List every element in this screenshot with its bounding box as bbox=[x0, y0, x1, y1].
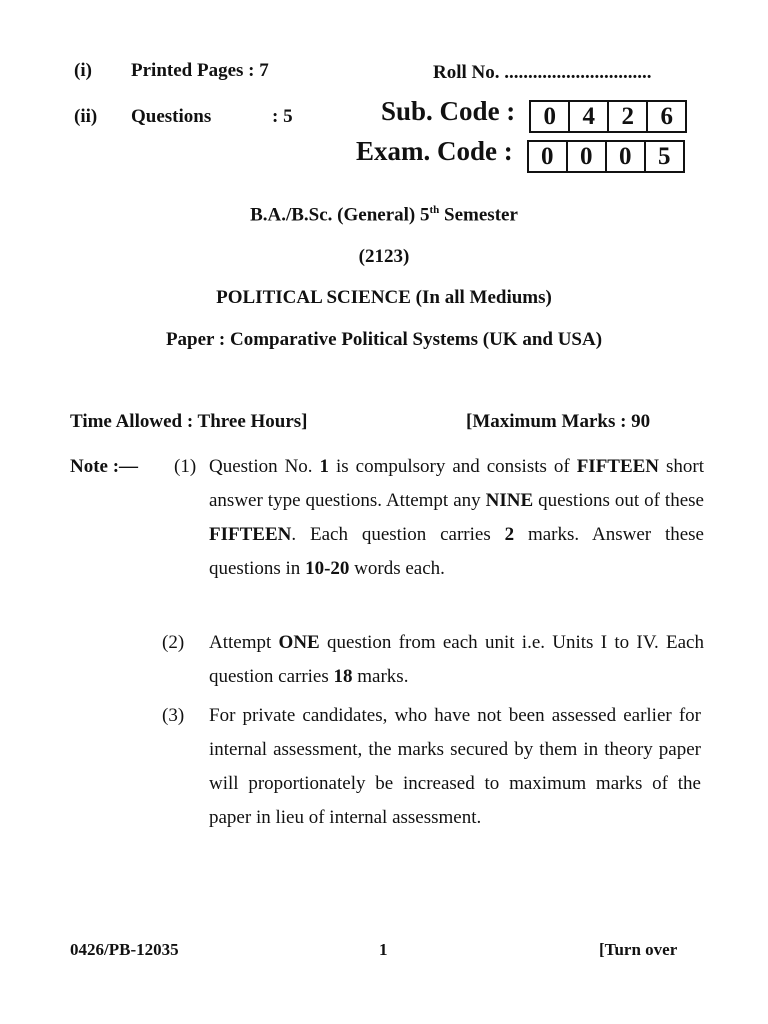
paper-title: Paper : Comparative Political Systems (UK and USA) bbox=[165, 329, 603, 350]
exam-code-boxes bbox=[527, 140, 685, 173]
note-bold: 1 bbox=[319, 456, 330, 477]
note-bold: FIFTEEN bbox=[209, 524, 292, 545]
note-text: marks. bbox=[352, 666, 409, 687]
subject-title: POLITICAL SCIENCE (In all Mediums) bbox=[216, 287, 552, 308]
note-item-1-num: (1) bbox=[174, 456, 197, 477]
exam-code-label: Exam. Code : bbox=[356, 136, 513, 166]
note-item-1 bbox=[209, 450, 704, 586]
note-bold: NINE bbox=[485, 490, 534, 511]
exam-code-digit: 5 bbox=[644, 142, 683, 171]
exam-code-digit: 0 bbox=[605, 142, 644, 171]
questions-label: Questions bbox=[131, 106, 212, 127]
note-text: questions out of these bbox=[533, 490, 704, 511]
note-item-3: For private candidates, who have not been assessed earlier for internal assessment, the marks secured by them in theory paper will proportionately be increased to maximum marks of the paper in lieu of internal assessment. bbox=[209, 705, 701, 828]
note-bold: 10-20 bbox=[305, 558, 350, 579]
page-number: 1 bbox=[379, 940, 388, 959]
sub-code-digit: 2 bbox=[607, 102, 646, 131]
time-allowed: Time Allowed : Three Hours] bbox=[70, 411, 308, 432]
course-sup: th bbox=[429, 204, 440, 216]
exam-code-digit: 0 bbox=[541, 142, 554, 170]
note-bold: ONE bbox=[278, 632, 320, 653]
course-title bbox=[0, 204, 768, 226]
note-bold: FIFTEEN bbox=[576, 456, 660, 477]
note-text: marks. Answer these questions in bbox=[209, 524, 704, 579]
note-text: question from each unit i.e. Units I to IV. Each question carries bbox=[209, 632, 704, 687]
note-text: Question No. bbox=[209, 456, 320, 477]
sub-code-boxes bbox=[529, 100, 687, 133]
note-item-2-num: (2) bbox=[162, 632, 185, 653]
sub-code-label: Sub. Code : bbox=[381, 96, 516, 126]
course-text: B.A./B.Sc. (General) 5 bbox=[250, 204, 430, 226]
note-label: Note :— bbox=[70, 456, 139, 477]
questions-value: : 5 bbox=[272, 106, 293, 127]
sub-code-digit: 6 bbox=[646, 102, 685, 131]
note-item-3-num: (3) bbox=[162, 705, 185, 726]
exam-code-digit: 0 bbox=[566, 142, 605, 171]
paper-code: (2123) bbox=[358, 246, 410, 267]
turn-over: [Turn over bbox=[599, 940, 678, 959]
printed-pages: Printed Pages : 7 bbox=[131, 60, 269, 81]
maximum-marks: [Maximum Marks : 90 bbox=[466, 411, 651, 432]
note-text: short answer type questions. Attempt any bbox=[209, 456, 705, 511]
note-text: words each. bbox=[349, 558, 445, 579]
note-text: Attempt bbox=[209, 632, 279, 653]
sub-code-digit: 0 bbox=[543, 102, 557, 130]
questions-num: (ii) bbox=[74, 106, 98, 127]
course-tail: Semester bbox=[439, 204, 518, 226]
note-text: is compulsory and consists of bbox=[329, 456, 577, 477]
footer-code: 0426/PB-12035 bbox=[70, 940, 179, 959]
sub-code-row bbox=[381, 96, 687, 133]
note-item-2 bbox=[209, 626, 704, 694]
printed-pages-num: (i) bbox=[74, 60, 92, 81]
roll-no: Roll No. ............................... bbox=[433, 62, 652, 83]
note-text: . Each question carries bbox=[291, 524, 505, 545]
sub-code-digit: 4 bbox=[568, 102, 607, 131]
exam-code-row bbox=[356, 136, 685, 173]
note-bold: 18 bbox=[333, 666, 353, 687]
note-bold: 2 bbox=[504, 524, 515, 545]
